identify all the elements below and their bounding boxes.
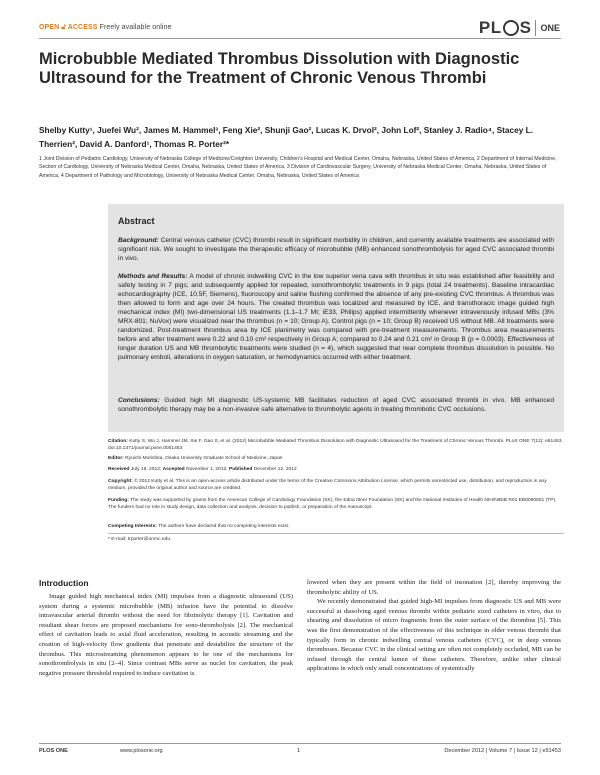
funding <box>108 497 564 511</box>
corresponding-email[interactable]: * E-mail: trporter@unmc.edu <box>108 537 171 542</box>
affiliations: 1 Joint Division of Pediatric Cardiology, University of Nebraska College of Medicine/Creighton University, Children's Hospital and Medical Center, Omaha, Nebraska, United States of America, 2 Department of Internal Medicine, Section of Cardiology, University of Nebraska Medical Center, Omaha, Nebraska, United States of America, 3 Division of Cardiovascular Surgery, University of Nebraska Medical Center, Omaha, Nebraska, United States of America, 4 Department of Pathology and Microbiology, University of Nebraska Medical Center, Omaha, Nebraska, United States of America <box>39 156 557 179</box>
logo-word-left: PL <box>478 18 502 37</box>
accepted-date: November 1, 2012; <box>186 467 228 472</box>
citation-text: Kutty S, Wu J, Hammel JM, Xie F, Gao S, et al. (2012) Microbubble Mediated Thrombus Dissolution with Diagnostic Ultrasound for the Treatment of Chronic Venous Thrombi. PLoS ONE 7(12): e51453. doi:10.1371/journal.pone.0051453 <box>108 439 563 452</box>
conclusions-label: Conclusions: <box>118 397 160 404</box>
abstract-heading: Abstract <box>118 216 155 226</box>
intro-paragraph-2: We recently demonstrated that guided high-MI impulses from diagnostic US and MB were successful at dissolving aged venous thrombi within pediatric sized catheters in vitro, due to shearing and dissolution of micro fragments from the outer surface of the thrombus [5]. This was the first demonstration of the effectiveness of this technique in older venous thrombi that typically form in chronic indwelling central venous catheters (CVC), or in deep venous thromboses. Because CVC in the clinical setting are often not completely occluded, MB can be infused through the central lumen of these catheters. Therefore, unlike other clinical applications in which only small concentrations of systemically <box>307 598 561 673</box>
plos-o-icon <box>503 20 519 36</box>
access-word: ACCESS <box>67 24 98 31</box>
intro-left-column <box>39 592 293 678</box>
editor <box>108 455 564 462</box>
citation <box>108 438 564 452</box>
footer-rule <box>39 743 561 744</box>
open-access-lock-icon: 🔓︎ <box>61 24 66 31</box>
methods-label: Methods and Results: <box>118 273 188 280</box>
abstract-methods <box>118 272 554 362</box>
background-text: Central venous catheter (CVC) thrombi result in significant morbidity in children, and currently available treatments are associated with significant risk. We sought to investigate the therapeutic efficacy of microbubble (MB) enhanced sonothrombolysis for aged CVC associated thrombi in vivo. <box>118 237 554 262</box>
funding-label: Funding: <box>108 498 129 503</box>
freely-available: Freely available online <box>99 24 172 31</box>
meta-divider <box>108 533 564 534</box>
article-title: Microbubble Mediated Thrombus Dissolution with Diagnostic Ultrasound for the Treatment of Chronic Venous Thrombi <box>39 50 520 87</box>
footer-journal: PLOS ONE <box>39 748 68 754</box>
copyright-text: © 2012 Kutty et al. This is an open-access article distributed under the terms of the Creative Commons Attribution License, which permits unrestricted use, distribution, and reproduction in any medium, provided the original author and source are credited. <box>108 479 547 492</box>
citation-label: Citation: <box>108 439 128 444</box>
published-date: December 12, 2012 <box>253 467 297 472</box>
editor-text: Ryuichi Morishita, Osaka University Graduate School of Medicine, Japan <box>125 456 283 461</box>
copyright-label: Copyright: <box>108 479 133 484</box>
intro-paragraph-1: Image guided high mechanical index (MI) impulses from a diagnostic ultrasound (US) system during a systemic microbubble (MB) infusion have the potential to dissolve intravascular arterial thrombi without the need for fibrinolytic therapy [1]. Cavitation and resultant shear forces are proposed mechanisms for sono-thrombolysis [2]. The mechanical effect of cavitation leads to axial fluid acceleration, resulting in acoustic streaming and the creation of high-velocity flow gradients that penetrate and destabilize the structure of the thrombus. This microstreaming phenomenon appears to be one of the mechanisms for sonothrombolysis in situ [2–4]. Since contrast MBs serve as nuclei for cavitation, the peak negative pressure threshold required to induce cavitation is <box>39 593 293 677</box>
dates <box>108 466 564 473</box>
open-access-label <box>39 24 172 32</box>
received-date: July 19, 2012; <box>130 467 162 472</box>
footer-site[interactable]: www.plosone.org <box>120 748 163 754</box>
intro-paragraph-continued: lowered when they are present within the field of insonation [2], thereby improving the thrombolytic ability of US. <box>307 579 561 596</box>
introduction-heading: Introduction <box>39 578 89 588</box>
background-label: Background: <box>118 237 159 244</box>
plos-one-logo <box>479 18 560 38</box>
logo-one: ONE <box>540 23 560 33</box>
conclusions-text: Guided high MI diagnostic US-systemic MB facilitates reduction of aged CVC associated thrombi in vivo. MB enhanced sonothrombolytic therapy may be a non-invasive safe alternative to thrombolytic agents in treating thrombotic CVC occlusions. <box>118 397 554 413</box>
received-label: Received <box>108 467 130 472</box>
methods-text: A model of chronic indwelling CVC in the low superior vena cava with thrombus in situ was established after feasibility and safety testing in 7 pigs; and subsequently applied for repeated, sonothrombolytic treatments in 9 pigs (total 24 treatments). Baseline intracardiac echocardiography (ICE, 10.5F, Siemens), fluoroscopy and saline flushing confirmed the absence of any pre-existing CVC thrombus. A thrombus was then allowed to form and age over 24 hours. The created thrombus was localized and measured by ICE, and transthoracic image guided high mechanical index (MI) two-dimensional US treatments (1.1–1.7 MI; iE33, Philips) applied intermittently whenever intravenously infused MBs (3% MRX-801; NuVox) were visualized near the thrombus (n = 10; Group A). Control pigs (n = 10; Group B) received US without MB. All treatments were randomized. Post-treatment thrombus area by ICE planimetry was compared with pre-treatment measurements. Thrombus area measurements before and after treatment were 0.22 and 0.10 cm² respectively in Group A; compared to 0.24 and 0.21 cm² in Group B (p = 0.0003). Effectiveness of longer duration US and MB thrombolytic treatments were studied (n = 4), which suggested that near complete thrombus dissolution is possible. No pulmonary emboli, alterations in oxygen saturation, or hemodynamics occurred with either treatment. <box>118 273 554 361</box>
intro-right-column <box>307 578 561 674</box>
abstract-box <box>108 204 564 432</box>
abstract-conclusions <box>118 396 554 414</box>
funding-text: The study was supported by grants from the American College of Cardiology Foundation (SK), the Edna Ittner Foundation (SK) and the National Institutes of Health NIH/NIBIB R01 EB0090501 (TP). The funders had no role in study design, data collection and analysis, decision to publish, or preparation of the manuscript. <box>108 498 557 511</box>
accepted-label: Accepted <box>162 467 185 472</box>
competing-label: Competing Interests: <box>108 524 157 529</box>
competing-interests <box>108 523 564 530</box>
open-word: OPEN <box>39 24 60 31</box>
copyright <box>108 478 564 492</box>
footer-issue: December 2012 | Volume 7 | Issue 12 | e51453 <box>444 748 561 754</box>
header-rule <box>39 38 561 39</box>
competing-text: The authors have declared that no competing interests exist. <box>158 524 290 529</box>
published-label: Published <box>229 467 253 472</box>
editor-label: Editor: <box>108 456 124 461</box>
author-list: Shelby Kutty¹, Juefei Wu², James M. Hammel³, Feng Xie², Shunji Gao², Lucas K. Drvol², John Lof², Stanley J. Radio⁴, Stacey L. Therrien², David A. Danford¹, Thomas R. Porter²* <box>39 125 534 149</box>
footer-page-number: 1 <box>297 748 301 754</box>
abstract-background <box>118 236 554 263</box>
logo-word-right: S <box>519 18 532 37</box>
logo-divider <box>535 20 536 36</box>
